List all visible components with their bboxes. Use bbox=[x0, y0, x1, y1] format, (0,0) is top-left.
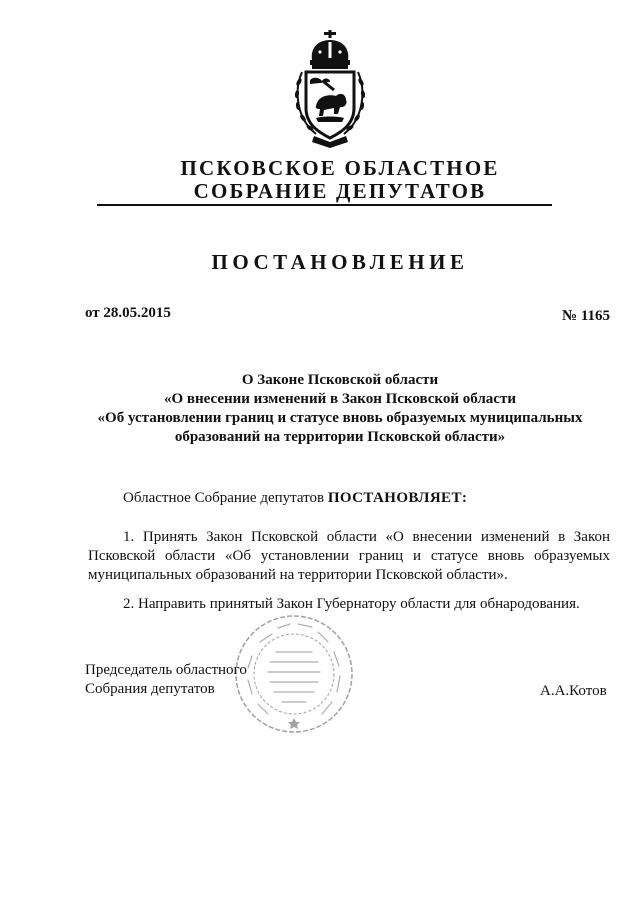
subject-line-4: образований на территории Псковской области» bbox=[174, 429, 506, 445]
resolution-keyword: ПОСТАНОВЛЯЕТ: bbox=[327, 490, 468, 506]
document-number: № 1165 bbox=[562, 308, 610, 324]
document-type-title: ПОСТАНОВЛЕНИЕ bbox=[211, 250, 469, 274]
header-divider bbox=[97, 204, 552, 206]
item-2: 2. Направить принятый Закон Губернатору области для обнародования. bbox=[123, 596, 580, 612]
signatory-name: А.А.Котов bbox=[540, 683, 607, 699]
organization-name-line-2: СОБРАНИЕ ДЕПУТАТОВ bbox=[193, 179, 487, 203]
coat-of-arms-emblem bbox=[290, 30, 370, 148]
resolution-intro bbox=[123, 490, 467, 507]
document-date: от 28.05.2015 bbox=[85, 305, 171, 321]
subject-line-1: О Законе Псковской области bbox=[241, 372, 439, 388]
item-1-line-3: муниципальных образований на территории Псковской области». bbox=[88, 567, 508, 583]
official-stamp bbox=[232, 612, 356, 736]
subject-line-3: «Об установлении границ и статусе вновь образуемых муниципальных bbox=[97, 410, 583, 426]
subject-line-2: «О внесении изменений в Закон Псковской области bbox=[164, 391, 516, 407]
signatory-title-line-1: Председатель областного bbox=[85, 662, 247, 678]
item-1-line-1: 1. Принять Закон Псковской области «О внесении изменений в Закон bbox=[123, 529, 610, 545]
signatory-title-line-2: Собрания депутатов bbox=[85, 681, 215, 697]
item-1-line-2: Псковской области «Об установлении границ и статусе вновь образуемых bbox=[88, 548, 610, 564]
organization-name-line-1: ПСКОВСКОЕ ОБЛАСТНОЕ bbox=[180, 156, 500, 180]
resolution-intro-text: Областное Собрание депутатов bbox=[123, 490, 325, 506]
